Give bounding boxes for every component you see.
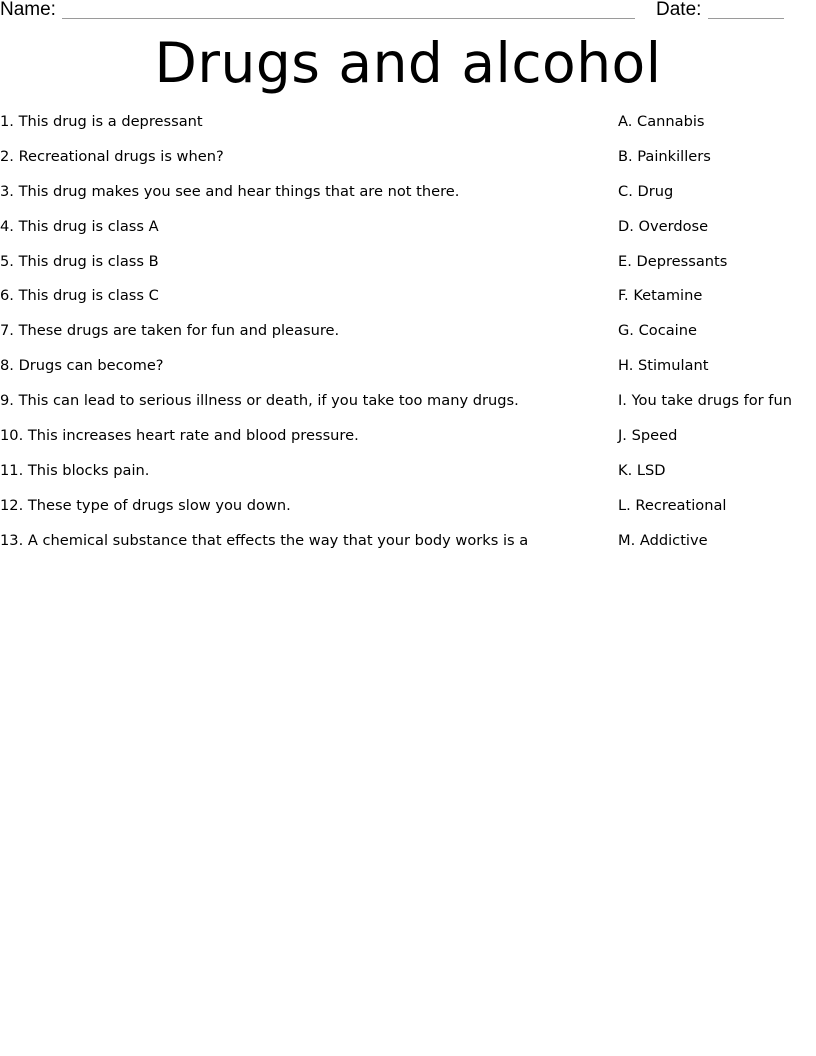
answer-item: D. Overdose xyxy=(618,217,709,235)
date-label: Date: xyxy=(656,0,702,20)
question-item: 12. These type of drugs slow you down. xyxy=(0,496,291,514)
answer-item: B. Painkillers xyxy=(618,147,711,165)
name-field-line[interactable] xyxy=(62,18,635,19)
answer-item: H. Stimulant xyxy=(618,357,709,375)
answer-item: L. Recreational xyxy=(618,496,727,514)
question-item: 9. This can lead to serious illness or death, if you take too many drugs. xyxy=(0,392,519,410)
question-item: 7. These drugs are taken for fun and pleasure. xyxy=(0,322,340,340)
question-item: 11. This blocks pain. xyxy=(0,461,150,479)
worksheet-title: Drugs and alcohol xyxy=(154,31,662,95)
question-item: 6. This drug is class C xyxy=(0,287,159,305)
question-item: 13. A chemical substance that effects the way that your body works is a xyxy=(0,531,529,549)
question-item: 4. This drug is class A xyxy=(0,217,159,235)
answer-item: F. Ketamine xyxy=(618,287,703,305)
name-label: Name: xyxy=(0,0,56,20)
question-item: 8. Drugs can become? xyxy=(0,357,164,375)
date-field-line[interactable] xyxy=(708,18,784,19)
question-item: 3. This drug makes you see and hear things that are not there. xyxy=(0,182,460,200)
answer-item: C. Drug xyxy=(618,182,674,200)
answer-item: A. Cannabis xyxy=(618,113,705,130)
answer-item: K. LSD xyxy=(618,461,666,479)
question-item: 1. This drug is a depressant xyxy=(0,113,203,130)
question-list xyxy=(0,112,600,566)
question-item: 5. This drug is class B xyxy=(0,252,159,270)
answer-item: E. Depressants xyxy=(618,252,728,270)
answer-item: G. Cocaine xyxy=(618,322,697,340)
answer-item: J. Speed xyxy=(618,427,678,445)
answer-list xyxy=(618,112,816,566)
question-item: 10. This increases heart rate and blood pressure. xyxy=(0,427,359,445)
answer-item: I. You take drugs for fun xyxy=(618,392,792,410)
answer-item: M. Addictive xyxy=(618,531,708,549)
question-item: 2. Recreational drugs is when? xyxy=(0,147,224,165)
worksheet-header xyxy=(0,0,816,22)
